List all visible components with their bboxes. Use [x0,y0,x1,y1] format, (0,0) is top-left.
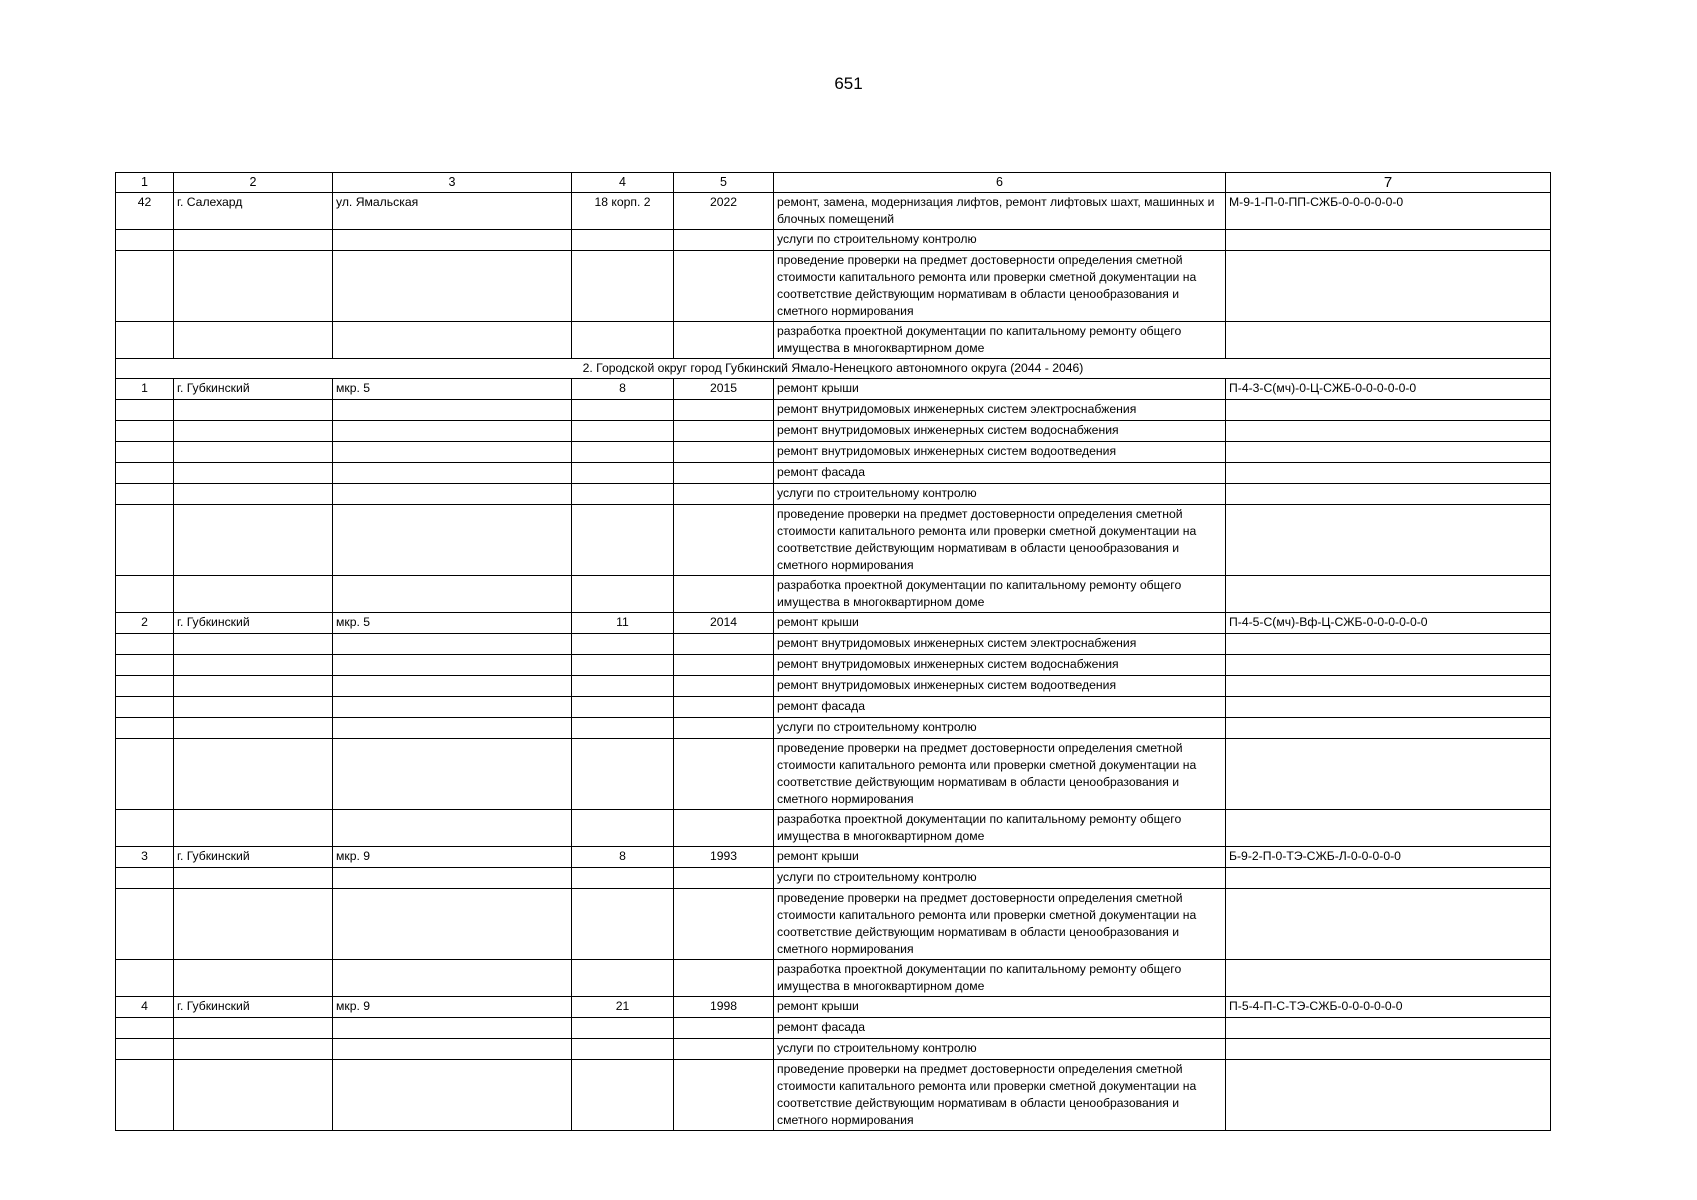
row-number [116,1060,174,1131]
city-cell [174,505,333,576]
work-type-cell: проведение проверки на предмет достоверности определения сметной стоимости капитального ремонта или проверки сметной документации на соответствие действующим нормативам в области ценообразования и сметного нормирования [774,505,1226,576]
building-code-cell [1226,1060,1551,1131]
house-number-cell [572,400,674,421]
city-cell [174,960,333,997]
column-header: 3 [333,173,572,193]
house-number-cell [572,442,674,463]
city-cell [174,676,333,697]
city-cell [174,634,333,655]
table-row [116,322,1551,359]
row-number: 42 [116,193,174,230]
building-code-cell [1226,718,1551,739]
build-year-cell: 1998 [674,997,774,1018]
house-number-cell [572,322,674,359]
row-number [116,739,174,810]
row-number [116,676,174,697]
work-type-cell: ремонт крыши [774,379,1226,400]
table-row [116,1039,1551,1060]
table-row [116,576,1551,613]
build-year-cell [674,889,774,960]
row-number [116,484,174,505]
city-cell [174,463,333,484]
city-cell [174,322,333,359]
house-number-cell [572,1039,674,1060]
city-cell: г. Губкинский [174,847,333,868]
row-number [116,251,174,322]
city-cell [174,400,333,421]
table-row [116,739,1551,810]
building-code-cell [1226,960,1551,997]
build-year-cell [674,484,774,505]
work-type-cell: проведение проверки на предмет достоверности определения сметной стоимости капитального ремонта или проверки сметной документации на соответствие действующим нормативам в области ценообразования и сметного нормирования [774,739,1226,810]
street-cell [333,889,572,960]
table-row [116,505,1551,576]
street-cell [333,718,572,739]
table-body [116,173,1551,1131]
table-row [116,613,1551,634]
city-cell: г. Губкинский [174,379,333,400]
city-cell [174,889,333,960]
street-cell [333,576,572,613]
street-cell [333,810,572,847]
building-code-cell: П-5-4-П-С-ТЭ-СЖБ-0-0-0-0-0-0 [1226,997,1551,1018]
work-type-cell: ремонт фасада [774,463,1226,484]
table-row [116,1060,1551,1131]
table-row [116,634,1551,655]
table-row [116,847,1551,868]
house-number-cell [572,676,674,697]
table-row [116,718,1551,739]
row-number [116,230,174,251]
work-type-cell: ремонт крыши [774,997,1226,1018]
house-number-cell [572,463,674,484]
house-number-cell [572,484,674,505]
row-number [116,576,174,613]
build-year-cell [674,251,774,322]
street-cell [333,697,572,718]
table-row [116,889,1551,960]
street-cell [333,442,572,463]
work-type-cell: услуги по строительному контролю [774,718,1226,739]
row-number [116,889,174,960]
house-number-cell [572,718,674,739]
row-number [116,655,174,676]
building-code-cell [1226,322,1551,359]
build-year-cell [674,421,774,442]
work-type-cell: проведение проверки на предмет достоверности определения сметной стоимости капитального ремонта или проверки сметной документации на соответствие действующим нормативам в области ценообразования и сметного нормирования [774,1060,1226,1131]
build-year-cell [674,868,774,889]
work-type-cell: ремонт внутридомовых инженерных систем водоотведения [774,676,1226,697]
building-code-cell: М-9-1-П-0-ПП-СЖБ-0-0-0-0-0-0 [1226,193,1551,230]
build-year-cell [674,676,774,697]
work-type-cell: ремонт внутридомовых инженерных систем водоотведения [774,442,1226,463]
house-number-cell [572,960,674,997]
row-number [116,634,174,655]
city-cell [174,1039,333,1060]
row-number: 1 [116,379,174,400]
table-row [116,655,1551,676]
row-number: 3 [116,847,174,868]
work-type-cell: услуги по строительному контролю [774,1039,1226,1060]
street-cell [333,960,572,997]
street-cell [333,655,572,676]
building-code-cell: П-4-5-С(мч)-Вф-Ц-СЖБ-0-0-0-0-0-0 [1226,613,1551,634]
building-code-cell: П-4-3-С(мч)-0-Ц-СЖБ-0-0-0-0-0-0 [1226,379,1551,400]
building-code-cell [1226,676,1551,697]
work-type-cell: разработка проектной документации по капитальному ремонту общего имущества в многоквартирном доме [774,322,1226,359]
city-cell: г. Салехард [174,193,333,230]
street-cell: мкр. 5 [333,613,572,634]
street-cell [333,634,572,655]
city-cell [174,697,333,718]
work-type-cell: ремонт, замена, модернизация лифтов, ремонт лифтовых шахт, машинных и блочных помещений [774,193,1226,230]
city-cell [174,739,333,810]
build-year-cell [674,739,774,810]
building-code-cell [1226,889,1551,960]
city-cell [174,868,333,889]
house-number-cell: 11 [572,613,674,634]
table-row [116,230,1551,251]
house-number-cell [572,889,674,960]
house-number-cell [572,230,674,251]
house-number-cell [572,505,674,576]
work-type-cell: ремонт крыши [774,847,1226,868]
row-number [116,322,174,359]
row-number [116,1039,174,1060]
build-year-cell [674,400,774,421]
row-number [116,505,174,576]
row-number [116,960,174,997]
street-cell [333,1018,572,1039]
page-number: 651 [834,74,863,93]
house-number-cell [572,739,674,810]
work-type-cell: проведение проверки на предмет достоверности определения сметной стоимости капитального ремонта или проверки сметной документации на соответствие действующим нормативам в области ценообразования и сметного нормирования [774,889,1226,960]
work-type-cell: ремонт внутридомовых инженерных систем электроснабжения [774,634,1226,655]
street-cell [333,739,572,810]
street-cell [333,251,572,322]
column-header: 7 [1226,173,1551,193]
building-code-cell [1226,463,1551,484]
row-number [116,463,174,484]
street-cell: мкр. 9 [333,997,572,1018]
row-number: 2 [116,613,174,634]
city-cell [174,1060,333,1131]
build-year-cell: 2015 [674,379,774,400]
house-number-cell [572,251,674,322]
house-number-cell: 21 [572,997,674,1018]
table-row [116,484,1551,505]
house-number-cell [572,655,674,676]
building-code-cell [1226,1039,1551,1060]
building-code-cell [1226,868,1551,889]
street-cell [333,484,572,505]
work-type-cell: ремонт фасада [774,1018,1226,1039]
build-year-cell [674,634,774,655]
city-cell [174,421,333,442]
building-code-cell [1226,697,1551,718]
table-row [116,442,1551,463]
row-number [116,697,174,718]
house-number-cell [572,576,674,613]
building-code-cell [1226,505,1551,576]
street-cell: мкр. 9 [333,847,572,868]
house-number-cell: 8 [572,847,674,868]
building-code-cell [1226,1018,1551,1039]
build-year-cell: 1993 [674,847,774,868]
street-cell [333,1039,572,1060]
row-number [116,421,174,442]
table-row [116,676,1551,697]
build-year-cell [674,505,774,576]
building-code-cell [1226,634,1551,655]
work-type-cell: разработка проектной документации по капитальному ремонту общего имущества в многоквартирном доме [774,810,1226,847]
street-cell [333,322,572,359]
house-number-cell [572,421,674,442]
city-cell [174,442,333,463]
street-cell [333,505,572,576]
work-type-cell: услуги по строительному контролю [774,484,1226,505]
city-cell [174,251,333,322]
building-code-cell [1226,576,1551,613]
table-row [116,421,1551,442]
row-number [116,810,174,847]
section-heading: 2. Городской округ город Губкинский Ямало-Ненецкого автономного округа (2044 - 2046) [116,359,1551,379]
building-code-cell [1226,421,1551,442]
city-cell [174,484,333,505]
build-year-cell [674,576,774,613]
work-type-cell: ремонт крыши [774,613,1226,634]
table-row [116,997,1551,1018]
section-heading-row [116,359,1551,379]
work-type-cell: проведение проверки на предмет достоверности определения сметной стоимости капитального ремонта или проверки сметной документации на соответствие действующим нормативам в области ценообразования и сметного нормирования [774,251,1226,322]
city-cell [174,576,333,613]
row-number: 4 [116,997,174,1018]
city-cell [174,810,333,847]
column-header: 4 [572,173,674,193]
work-type-cell: услуги по строительному контролю [774,868,1226,889]
city-cell [174,655,333,676]
build-year-cell [674,442,774,463]
house-number-cell: 18 корп. 2 [572,193,674,230]
street-cell [333,676,572,697]
building-code-cell [1226,251,1551,322]
column-header: 5 [674,173,774,193]
row-number [116,1018,174,1039]
street-cell [333,421,572,442]
street-cell: мкр. 5 [333,379,572,400]
build-year-cell [674,322,774,359]
house-number-cell: 8 [572,379,674,400]
table-row [116,868,1551,889]
build-year-cell: 2014 [674,613,774,634]
building-code-cell [1226,442,1551,463]
work-type-cell: ремонт внутридомовых инженерных систем водоснабжения [774,421,1226,442]
street-cell [333,463,572,484]
work-type-cell: разработка проектной документации по капитальному ремонту общего имущества в многоквартирном доме [774,576,1226,613]
building-code-cell [1226,230,1551,251]
table-row [116,379,1551,400]
city-cell: г. Губкинский [174,613,333,634]
building-code-cell [1226,400,1551,421]
table-row [116,1018,1551,1039]
table-row [116,463,1551,484]
build-year-cell [674,810,774,847]
build-year-cell [674,230,774,251]
street-cell [333,1060,572,1131]
work-type-cell: ремонт внутридомовых инженерных систем электроснабжения [774,400,1226,421]
work-type-cell: ремонт внутридомовых инженерных систем водоснабжения [774,655,1226,676]
house-number-cell [572,810,674,847]
row-number [116,718,174,739]
build-year-cell [674,655,774,676]
column-header: 6 [774,173,1226,193]
build-year-cell [674,1018,774,1039]
build-year-cell [674,463,774,484]
build-year-cell [674,960,774,997]
table-row [116,193,1551,230]
street-cell [333,868,572,889]
building-code-cell: Б-9-2-П-0-ТЭ-СЖБ-Л-0-0-0-0-0 [1226,847,1551,868]
build-year-cell [674,1060,774,1131]
house-number-cell [572,868,674,889]
street-cell [333,400,572,421]
house-number-cell [572,1060,674,1131]
house-number-cell [572,634,674,655]
column-header: 2 [174,173,333,193]
building-code-cell [1226,810,1551,847]
row-number [116,442,174,463]
table-row [116,810,1551,847]
building-code-cell [1226,739,1551,810]
work-type-cell: услуги по строительному контролю [774,230,1226,251]
building-code-cell [1226,484,1551,505]
street-cell [333,230,572,251]
repair-program-table [115,172,1551,1131]
work-type-cell: ремонт фасада [774,697,1226,718]
city-cell [174,230,333,251]
city-cell: г. Губкинский [174,997,333,1018]
row-number [116,400,174,421]
column-number-row [116,173,1551,193]
table-row [116,400,1551,421]
build-year-cell [674,1039,774,1060]
house-number-cell [572,697,674,718]
building-code-cell [1226,655,1551,676]
work-type-cell: разработка проектной документации по капитальному ремонту общего имущества в многоквартирном доме [774,960,1226,997]
build-year-cell [674,697,774,718]
table-row [116,697,1551,718]
house-number-cell [572,1018,674,1039]
street-cell: ул. Ямальская [333,193,572,230]
build-year-cell: 2022 [674,193,774,230]
table-row [116,251,1551,322]
column-header: 1 [116,173,174,193]
build-year-cell [674,718,774,739]
city-cell [174,1018,333,1039]
city-cell [174,718,333,739]
row-number [116,868,174,889]
table-row [116,960,1551,997]
